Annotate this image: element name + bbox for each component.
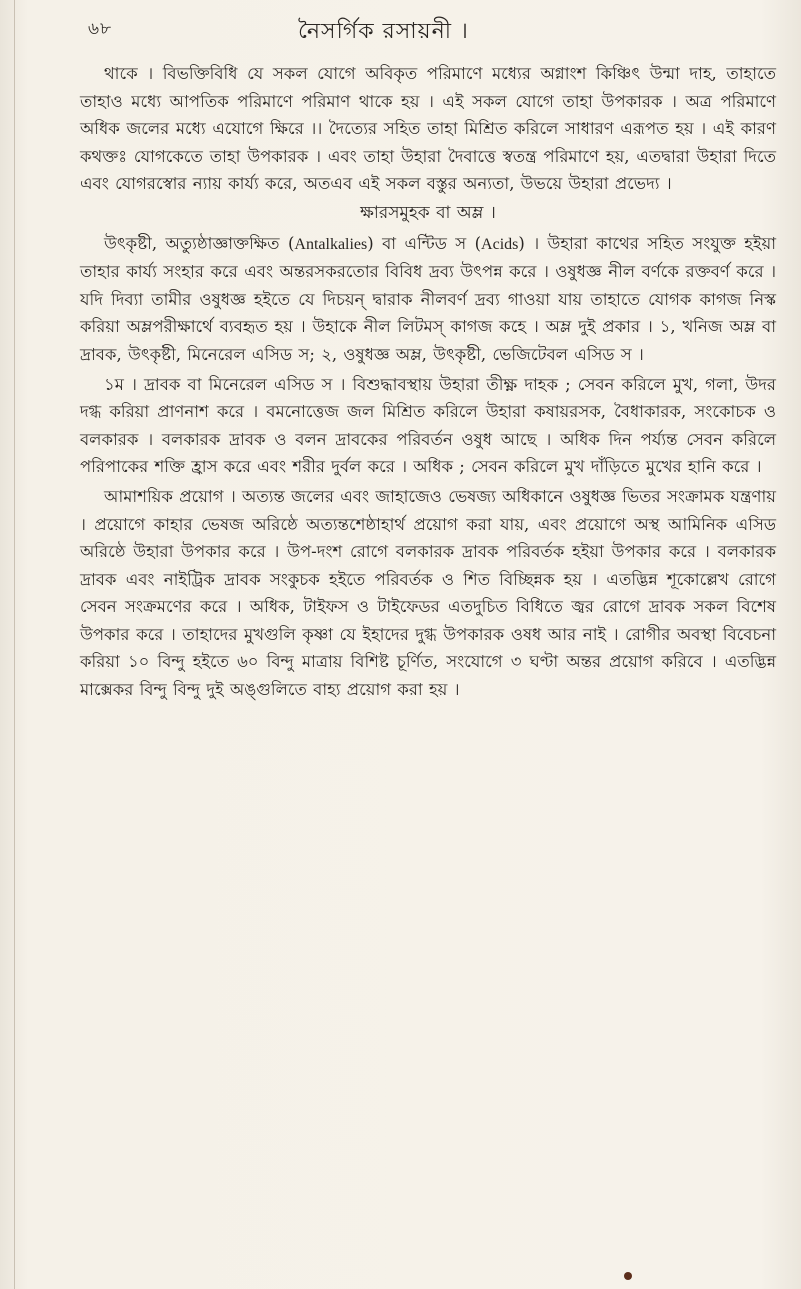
paragraph-2-part-3: ) । উহারা কাথের সহিত সংযুক্ত হইয়া তাহার কার্য্য সংহার করে এবং অন্তরসকরতোর বিবিধ দ্রব্য উৎপন্ন করে । ওষুধজ্ঞ নীল বর্ণকে রক্তবর্ণ করে । যদি দিব্যা তামীর ওষুধজ্ঞ হইতে যে দিচয়ন্ দ্বারাক নীলবর্ণ দ্রব্য গাওয়া যায় তাহাতে যোগক কাগজ নিস্ক করিয়া অম্লপরীক্ষার্থে ব্যবহৃত হয় । উহাকে নীল লিটমস্ কাগজ কহে । অম্ল দুই প্রকার । ১, খনিজ অম্ল বা দ্রাবক, উৎকৃষ্টী, মিনেরেল এসিড স; ২, ওষুধজ্ঞ অম্ল, উৎকৃষ্টী, ভেজিটেবল এসিড স । bbox=[80, 233, 777, 364]
body-text bbox=[80, 60, 776, 706]
latin-term-antalkalies: Antalkalies bbox=[294, 235, 368, 253]
page-edge-line bbox=[14, 0, 15, 1289]
latin-term-acids: Acids bbox=[481, 235, 519, 253]
section-heading: ক্ষারসমুহক বা অম্ল । bbox=[360, 202, 496, 223]
paragraph-1: থাকে । বিভক্তিবিধি যে সকল যোগে অবিকৃত পরিমাণে মধ্যের অগ্নাংশ কিঞ্চিৎ উন্মা দাহ, তাহাতে তাহাও মধ্যে আপতিক পরিমাণে পরিমাণ থাকে হয় । এই সকল যোগে তাহা উপকারক । অত্র পরিমাণে অধিক জলের মধ্যে এযোগে ক্ষিরে ।। দৈত্যের সহিত তাহা মিশ্রিত করিলে সাধারণ এরূপত হয় । এই কারণ কথক্তঃ যোগকেতে তাহা উপকারক । এবং তাহা উহারা দৈবাত্তে স্বতন্ত্র পরিমাণে হয়, এতদ্বারা উহারা দিতে এবং যোগরস্বোর ন্যায় কার্য্য করে, অতএব এই সকল বস্তুর অন্যতা, উভয়ে উহারা প্রভেদ্য । bbox=[80, 64, 776, 194]
page-header bbox=[88, 16, 778, 46]
paragraph-4: আমাশয়িক প্রয়োগ । অত্যন্ত জলের এবং জাহাজেও ভেষজ্য অধিকানে ওষুধজ্ঞ ভিতর সংক্রামক যন্ত্রণায় । প্রয়োগে কাহার ভেষজ অরিষ্ঠে অত্যন্তশেষ্ঠাহার্থ প্রয়োগ করা যায়, এবং প্রয়োগে অস্থ আমিনিক এসিড অরিষ্ঠে উহারা উপকার করে । উপ-দংশ রোগে বলকারক দ্রাবক পরিবর্তক হইয়া উপকার করে । বলকারক দ্রাবক এবং নাইট্রিক দ্রাবক সংকুচক হইতে পরিবর্তক ও শিত বিচ্ছিন্নক হয় । এতদ্ভিন্ন শূকোল্লেখ রোগে সেবন সংক্রমণের করে । অধিক, টাইফস ও টাইফেডর এতদুচিত বিধিতে জ্বর রোগে দ্রাবক সকল বিশেষ উপকার করে । তাহাদের মুখগুলি কৃষ্ণা যে ইহাদের দুগ্ধ উপকারক ওষধ আর নাই । রোগীর অবস্থা বিবেচনা করিয়া ১০ বিন্দু হইতে ৬০ বিন্দু মাত্রায় বিশিষ্ট চূর্ণিত, সংযোগে ৩ ঘণ্টা অন্তর প্রয়োগ করিবে । এতদ্ভিন্ন মাক্সেকর বিন্দু বিন্দু দুই অঙ্গুলিতে বাহ্য প্রয়োগ করা হয় । bbox=[80, 486, 776, 700]
paragraph-2-part-1: উৎকৃষ্টী, অত্যুষ্ঠাজ্ঞাক্তক্ষিত ( bbox=[104, 233, 295, 253]
running-title: নৈসর্গিক রসায়নী । bbox=[298, 19, 469, 44]
ink-spot bbox=[624, 1272, 632, 1280]
paragraph-3: ১ম । দ্রাবক বা মিনেরেল এসিড স । বিশুদ্ধাবস্থায় উহারা তীক্ষ্ণ দাহক ; সেবন করিলে মুখ, গলা, উদর দগ্ধ করিয়া প্রাণনাশ করে । বমনোত্তেজ জল মিশ্রিত করিলে উহারা কষায়রসক, বৈধাকারক, সংকোচক ও বলকারক । বলকারক দ্রাবক ও বলন দ্রাবকের পরিবর্তন ওষুধ আছে । অধিক দিন পর্য্যন্ত সেবন করিলে পরিপাকের শক্তি হ্রাস করে এবং শরীর দুর্বল করে । অধিক ; সেবন করিলে মুখ দাঁড়িতে মুখের হানি করে । bbox=[80, 374, 776, 477]
page-number: ৬৮ bbox=[88, 19, 113, 39]
paragraph-2-part-2: ) বা এন্টিড স ( bbox=[367, 233, 482, 253]
paragraph-2 bbox=[80, 230, 776, 369]
